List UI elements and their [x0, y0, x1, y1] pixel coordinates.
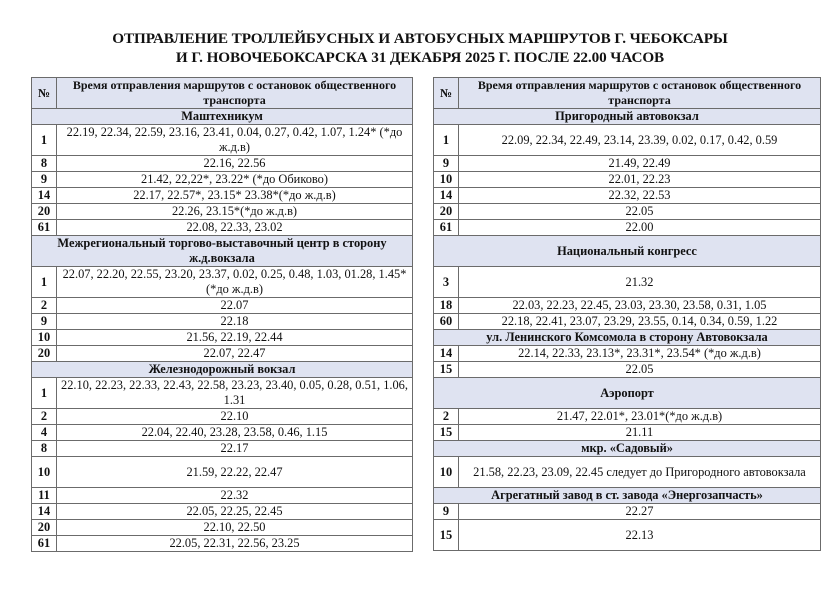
section-title: Национальный конгресс	[434, 236, 821, 267]
section-title: Межрегиональный торгово-выставочный центр в сторону ж.д.вокзала	[32, 236, 413, 267]
table-row	[32, 314, 413, 330]
route-number: 1	[32, 378, 57, 409]
table-row	[32, 220, 413, 236]
table-row	[434, 204, 821, 220]
table-row	[434, 314, 821, 330]
table-row	[434, 362, 821, 378]
title-line-1: ОТПРАВЛЕНИЕ ТРОЛЛЕЙБУСНЫХ И АВТОБУСНЫХ МАРШРУТОВ Г. ЧЕБОКСАРЫ	[112, 30, 728, 47]
route-number: 18	[434, 298, 459, 314]
route-number: 61	[434, 220, 459, 236]
departure-times: 22.08, 22.33, 23.02	[57, 220, 413, 236]
header-number: №	[434, 78, 459, 109]
header-times: Время отправления маршрутов с остановок общественного транспорта	[459, 78, 821, 109]
title-line-2: И Г. НОВОЧЕБОКСАРСКА 31 ДЕКАБРЯ 2025 Г. ПОСЛЕ 22.00 ЧАСОВ	[175, 49, 665, 66]
route-number: 20	[32, 346, 57, 362]
departure-times: 22.10, 22.50	[57, 520, 413, 536]
table-row	[32, 330, 413, 346]
table-row	[434, 504, 821, 520]
departure-times: 22.07	[57, 298, 413, 314]
route-number: 10	[434, 172, 459, 188]
table-row	[434, 125, 821, 156]
route-number: 20	[32, 520, 57, 536]
section-header	[32, 362, 413, 378]
departure-times: 22.05	[459, 362, 821, 378]
table-row	[434, 188, 821, 204]
departure-times: 22.04, 22.40, 23.28, 23.58, 0.46, 1.15	[57, 425, 413, 441]
route-number: 4	[32, 425, 57, 441]
departure-times: 22.01, 22.23	[459, 172, 821, 188]
table-row	[434, 457, 821, 488]
departure-times: 21.32	[459, 267, 821, 298]
route-number: 61	[32, 220, 57, 236]
table-header-row	[32, 78, 413, 109]
route-number: 9	[32, 172, 57, 188]
departure-times: 21.56, 22.19, 22.44	[57, 330, 413, 346]
section-header	[434, 488, 821, 504]
route-number: 9	[32, 314, 57, 330]
section-header	[434, 378, 821, 409]
table-row	[32, 520, 413, 536]
table-row	[32, 504, 413, 520]
departure-times: 22.14, 22.33, 23.13*, 23.31*, 23.54* (*до ж.д.в)	[459, 346, 821, 362]
table-row	[32, 125, 413, 156]
route-number: 20	[434, 204, 459, 220]
route-number: 9	[434, 504, 459, 520]
departure-times: 21.59, 22.22, 22.47	[57, 457, 413, 488]
route-number: 10	[434, 457, 459, 488]
section-title: Аэропорт	[434, 378, 821, 409]
table-row	[32, 425, 413, 441]
table-row	[434, 520, 821, 551]
table-row	[32, 156, 413, 172]
table-row	[434, 172, 821, 188]
table-row	[434, 298, 821, 314]
route-number: 2	[32, 409, 57, 425]
section-title: Пригородный автовокзал	[434, 109, 821, 125]
page-title	[0, 29, 840, 67]
route-number: 15	[434, 362, 459, 378]
table-row	[32, 378, 413, 409]
table-row	[434, 425, 821, 441]
route-number: 1	[32, 125, 57, 156]
route-number: 14	[32, 504, 57, 520]
departure-times: 22.32	[57, 488, 413, 504]
departure-times: 21.47, 22.01*, 23.01*(*до ж.д.в)	[459, 409, 821, 425]
departure-times: 22.05	[459, 204, 821, 220]
route-number: 11	[32, 488, 57, 504]
route-number: 1	[32, 267, 57, 298]
left-schedule-table	[31, 77, 413, 552]
departure-times: 22.07, 22.47	[57, 346, 413, 362]
route-number: 8	[32, 156, 57, 172]
departure-times: 21.11	[459, 425, 821, 441]
route-number: 2	[434, 409, 459, 425]
route-number: 61	[32, 536, 57, 552]
departure-times: 22.00	[459, 220, 821, 236]
route-number: 9	[434, 156, 459, 172]
departure-times: 22.13	[459, 520, 821, 551]
route-number: 3	[434, 267, 459, 298]
section-title: Агрегатный завод в ст. завода «Энергозапчасть»	[434, 488, 821, 504]
route-number: 2	[32, 298, 57, 314]
departure-times: 22.05, 22.25, 22.45	[57, 504, 413, 520]
departure-times: 22.16, 22.56	[57, 156, 413, 172]
header-times: Время отправления маршрутов с остановок общественного транспорта	[57, 78, 413, 109]
table-row	[32, 188, 413, 204]
route-number: 14	[434, 346, 459, 362]
route-number: 10	[32, 457, 57, 488]
section-header	[434, 236, 821, 267]
section-header	[32, 109, 413, 125]
departure-times: 22.10	[57, 409, 413, 425]
section-title: мкр. «Садовый»	[434, 441, 821, 457]
table-row	[32, 172, 413, 188]
table-row	[32, 409, 413, 425]
table-row	[32, 457, 413, 488]
table-row	[32, 298, 413, 314]
table-row	[434, 409, 821, 425]
departure-times: 22.09, 22.34, 22.49, 23.14, 23.39, 0.02, 0.17, 0.42, 0.59	[459, 125, 821, 156]
section-header	[434, 441, 821, 457]
table-row	[32, 346, 413, 362]
departure-times: 22.17, 22.57*, 23.15* 23.38*(*до ж.д.в)	[57, 188, 413, 204]
departure-times: 22.03, 22.23, 22.45, 23.03, 23.30, 23.58, 0.31, 1.05	[459, 298, 821, 314]
route-number: 14	[434, 188, 459, 204]
departure-times: 22.10, 22.23, 22.33, 22.43, 22.58, 23.23, 23.40, 0.05, 0.28, 0.51, 1.06, 1.31	[57, 378, 413, 409]
departure-times: 21.49, 22.49	[459, 156, 821, 172]
table-row	[434, 156, 821, 172]
table-row	[32, 536, 413, 552]
section-title: Железнодорожный вокзал	[32, 362, 413, 378]
route-number: 1	[434, 125, 459, 156]
table-header-row	[434, 78, 821, 109]
departure-times: 22.07, 22.20, 22.55, 23.20, 23.37, 0.02, 0.25, 0.48, 1.03, 01.28, 1.45* (*до ж.д.в)	[57, 267, 413, 298]
right-schedule-table	[433, 77, 821, 551]
route-number: 15	[434, 520, 459, 551]
departure-times: 21.42, 22,22*, 23.22* (*до Обиково)	[57, 172, 413, 188]
departure-times: 22.18, 22.41, 23.07, 23.29, 23.55, 0.14, 0.34, 0.59, 1.22	[459, 314, 821, 330]
departure-times: 22.17	[57, 441, 413, 457]
route-number: 10	[32, 330, 57, 346]
section-header	[32, 236, 413, 267]
departure-times: 22.32, 22.53	[459, 188, 821, 204]
table-row	[32, 204, 413, 220]
table-row	[32, 441, 413, 457]
section-title: ул. Ленинского Комсомола в сторону Автовокзала	[434, 330, 821, 346]
table-row	[32, 267, 413, 298]
section-title: Маштехникум	[32, 109, 413, 125]
departure-times: 22.27	[459, 504, 821, 520]
route-number: 8	[32, 441, 57, 457]
route-number: 20	[32, 204, 57, 220]
table-row	[32, 488, 413, 504]
table-row	[434, 267, 821, 298]
departure-times: 22.19, 22.34, 22.59, 23.16, 23.41, 0.04, 0.27, 0.42, 1.07, 1.24* (*до ж.д.в)	[57, 125, 413, 156]
header-number: №	[32, 78, 57, 109]
route-number: 14	[32, 188, 57, 204]
departure-times: 21.58, 22.23, 23.09, 22.45 следует до Пригородного автовокзала	[459, 457, 821, 488]
route-number: 60	[434, 314, 459, 330]
table-row	[434, 346, 821, 362]
section-header	[434, 330, 821, 346]
route-number: 15	[434, 425, 459, 441]
departure-times: 22.05, 22.31, 22.56, 23.25	[57, 536, 413, 552]
departure-times: 22.26, 23.15*(*до ж.д.в)	[57, 204, 413, 220]
table-row	[434, 220, 821, 236]
section-header	[434, 109, 821, 125]
departure-times: 22.18	[57, 314, 413, 330]
